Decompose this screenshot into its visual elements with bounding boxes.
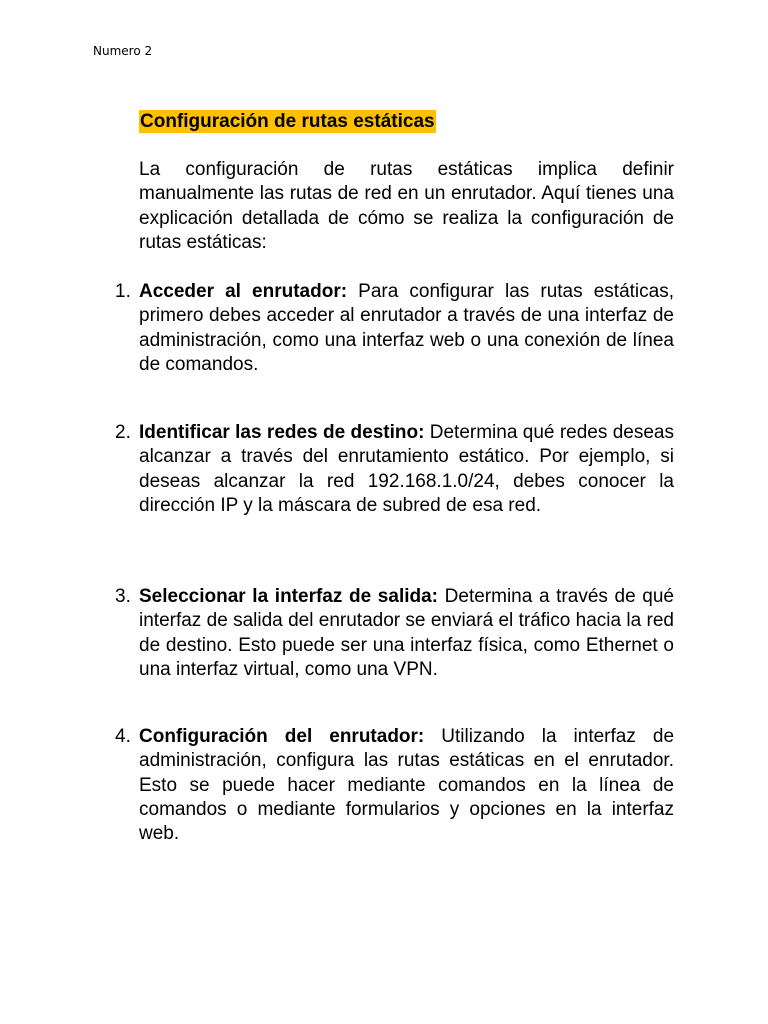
list-item-heading: Configuración del enrutador: (139, 726, 425, 747)
list-item-number: 3. (115, 586, 131, 607)
list-item-text: Determina qué redes deseas alcanzar a través del enrutamiento estático. Por ejemplo, si deseas alcanzar la red 192.168.1.0/24, debes conocer la dirección IP y la máscara de subred de esa red. (139, 422, 674, 516)
list-item-heading: Identificar las redes de destino: (139, 422, 425, 443)
list-item-body (139, 421, 674, 518)
list-item-text: Para configurar las rutas estáticas, primero debes acceder al enrutador a través de una interfaz de administración, como una interfaz web o una conexión de línea de comandos. (139, 281, 674, 375)
list-item (115, 585, 674, 682)
list-item-body (139, 725, 674, 846)
list-item (115, 421, 674, 518)
page-header: Numero 2 (93, 44, 153, 58)
intro-paragraph: La configuración de rutas estáticas implica definir manualmente las rutas de red en un enrutador. Aquí tienes una explicación detallada de cómo se realiza la configuración de rutas estáticas: (139, 159, 674, 253)
list-item-text: Utilizando la interfaz de administración, configura las rutas estáticas en el enrutador. Esto se puede hacer mediante comandos en la línea de comandos o mediante formularios y opciones en la interfaz web. (139, 726, 675, 845)
list-item (115, 725, 674, 846)
list-item-body (139, 280, 674, 377)
list-item-number: 4. (115, 726, 131, 747)
list-item-number: 1. (115, 281, 131, 302)
list-item-text: Determina a través de qué interfaz de salida del enrutador se enviará el tráfico hacia la red de destino. Esto puede ser una interfaz física, como Ethernet o una interfaz virtual, como una VPN. (139, 586, 674, 680)
list-item (115, 280, 674, 377)
section-title (139, 109, 436, 135)
list-item-heading: Seleccionar la interfaz de salida: (139, 586, 439, 607)
list-item-number: 2. (115, 422, 131, 443)
list-item-body (139, 585, 674, 682)
list-item-heading: Acceder al enrutador: (139, 281, 348, 302)
section-title-highlight: Configuración de rutas estáticas (140, 111, 435, 132)
